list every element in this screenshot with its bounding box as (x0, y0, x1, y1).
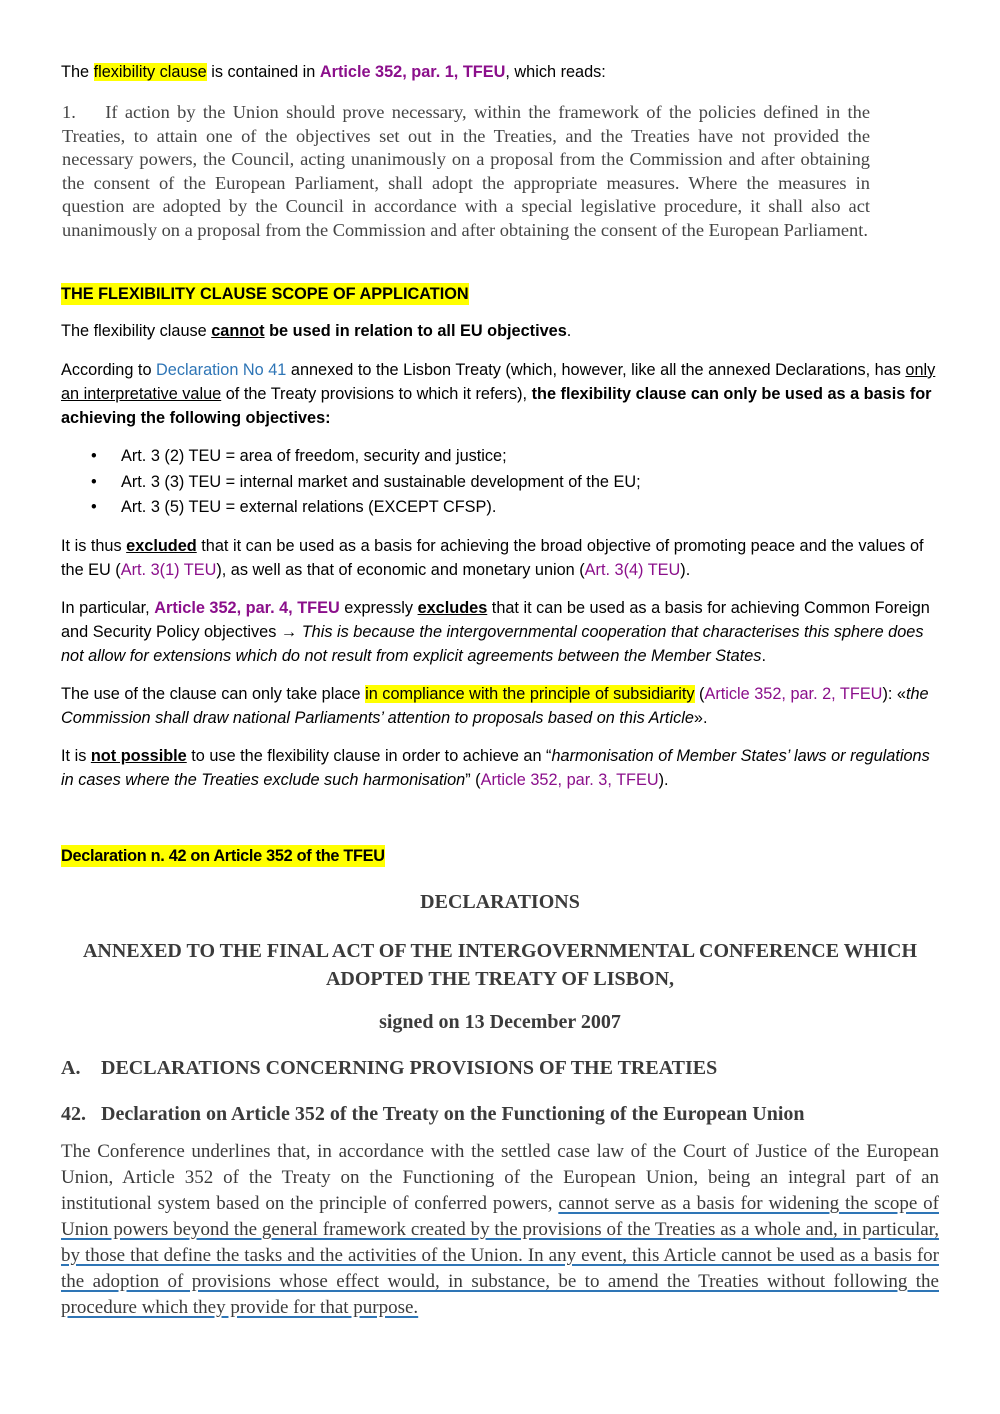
text: annexed to the Lisbon Treaty (which, however, like all the annexed Declarations, has (286, 361, 906, 379)
text: In particular, (61, 599, 155, 617)
list-item (61, 444, 941, 470)
italic-text: the Commission shall draw national Parliaments’ attention to proposals based on this Article (61, 685, 929, 727)
paragraph-subsidiarity (61, 682, 941, 730)
body-text: The Conference underlines that, in accordance with the settled case law of the Court of Justice of the European Union, Article 352 of the Treaty on the Functioning of the European Union, being an integral part of an institutional system based on the principle of conferred powers, (61, 1141, 939, 1214)
declaration-title: Declaration on Article 352 of the Treaty on the Functioning of the European Union (101, 1103, 805, 1125)
bullet-icon: • (91, 498, 97, 516)
text: According to (61, 361, 157, 379)
highlighted-term: flexibility clause (93, 63, 207, 81)
text: The use of the clause can only take place (61, 685, 366, 703)
bullet-icon: • (91, 472, 97, 491)
text: expressly (339, 599, 418, 617)
bullet-icon: • (91, 447, 97, 465)
text: ). (680, 561, 691, 579)
section-a-heading (61, 1057, 717, 1080)
intro-text: The (61, 63, 94, 81)
article-reference: Art. 3(4) TEU (584, 561, 681, 579)
underlined-body-text: cannot serve as a basis for widening the scope of Union powers beyond the general framework created by the provisions of the Treaties as a whole and, in particular, by those that define the tasks and the activities of the Union. In any event, this Article cannot be used as a basis for the adoption of provisions whose effect would, in substance, be to amend the Treaties without following the procedure which they provide for that purpose. (61, 1193, 939, 1318)
list-item (61, 470, 941, 496)
list-item-text: Art. 3 (5) TEU = external relations (EXCEPT CFSP). (121, 498, 497, 516)
bold-text: the flexibility clause can only be used as a basis for achieving the following objectives: (61, 385, 932, 427)
emphasis: not possible (90, 747, 187, 765)
declaration-42-heading (61, 1103, 805, 1126)
text: that it can be used as a basis for achieving the broad objective of promoting peace and the values of the EU ( (61, 537, 924, 579)
text: . (761, 647, 766, 665)
text: that it can be used as a basis for achieving Common Foreign and Security Policy objectives → (61, 599, 930, 641)
emphasis: excludes (417, 599, 488, 617)
list-item-text: Art. 3 (3) TEU = internal market and sustainable development of the EU; (121, 472, 641, 491)
text: ». (693, 709, 708, 727)
text: ). (658, 771, 669, 789)
article-reference: Article 352, par. 2, TFEU (704, 685, 883, 703)
text: ( (694, 685, 705, 703)
section-heading: THE FLEXIBILITY CLAUSE SCOPE OF APPLICATION (61, 285, 469, 303)
article-reference: Article 352, par. 3, TFEU (480, 771, 659, 789)
article-reference: Article 352, par. 4, TFEU (154, 599, 340, 617)
section-number: A. (61, 1057, 81, 1079)
intro-paragraph (61, 61, 941, 83)
quoted-article-text: 1. If action by the Union should prove necessary, within the framework of the policies defined in the Treaties, to attain one of the objectives set out in the Treaties, and the Treaties have not provided the necessary powers, the Council, acting unanimously on a proposal from the Commission and after obtaining the consent of the European Parliament, shall adopt the appropriate measures. Where the measures in question are adopted by the Council in accordance with a special legislative procedure, it shall also act unanimously on a proposal from the Commission and after obtaining the consent of the European Parliament. (62, 102, 870, 240)
declaration-label: Declaration n. 42 on Article 352 of the TFEU (61, 847, 385, 865)
italic-text: This is because the intergovernmental cooperation that characterises this sphere does not allow for extensions which do not result from explicit agreements between the Member States (61, 623, 924, 665)
paragraph-excluded (61, 534, 941, 582)
text: The flexibility clause (61, 322, 212, 340)
intro-text: is contained in (206, 63, 320, 81)
signed-date: signed on 13 December 2007 (379, 1011, 621, 1033)
objectives-list (61, 444, 941, 521)
emphasis: be used in relation to all EU objectives (264, 322, 567, 340)
article-reference: Article 352, par. 1, TFEU (319, 63, 506, 81)
declaration-42-body (61, 1139, 939, 1321)
declaration-41-link[interactable]: Declaration No 41 (156, 361, 287, 379)
italic-text: harmonisation of Member States’ laws or regulations in cases where the Treaties exclude such harmonisation (61, 747, 930, 789)
paragraph-declaration-41 (61, 358, 941, 430)
underlined-text: only an interpretative value (61, 361, 936, 403)
list-item-text: Art. 3 (2) TEU = area of freedom, security and justice; (121, 447, 507, 465)
declarations-title: DECLARATIONS (420, 891, 580, 913)
declaration-number: 42. (61, 1103, 86, 1125)
text: of the Treaty provisions to which it refers), (221, 385, 532, 403)
declarations-subtitle: ANNEXED TO THE FINAL ACT OF THE INTERGOVERNMENTAL CONFERENCE WHICH ADOPTED THE TREATY OF LISBON, (82, 940, 918, 990)
text: It is thus (61, 537, 127, 555)
article-reference: Art. 3(1) TEU (120, 561, 217, 579)
paragraph-harmonisation (61, 744, 941, 792)
text: . (566, 322, 572, 340)
highlighted-text: in compliance with the principle of subsidiarity (365, 685, 695, 703)
text: ” ( (465, 771, 481, 789)
emphasis: cannot (211, 322, 265, 340)
paragraph-scope-limit (61, 320, 571, 342)
text: ): « (882, 685, 906, 703)
intro-text: , which reads: (505, 63, 606, 81)
text: ), as well as that of economic and monetary union ( (216, 561, 585, 579)
list-item (61, 495, 941, 521)
text: to use the flexibility clause in order to achieve an “ (186, 747, 552, 765)
paragraph-cfsp (61, 596, 941, 668)
section-title: DECLARATIONS CONCERNING PROVISIONS OF THE TREATIES (101, 1057, 718, 1079)
text: It is (61, 747, 91, 765)
emphasis: excluded (126, 537, 197, 555)
